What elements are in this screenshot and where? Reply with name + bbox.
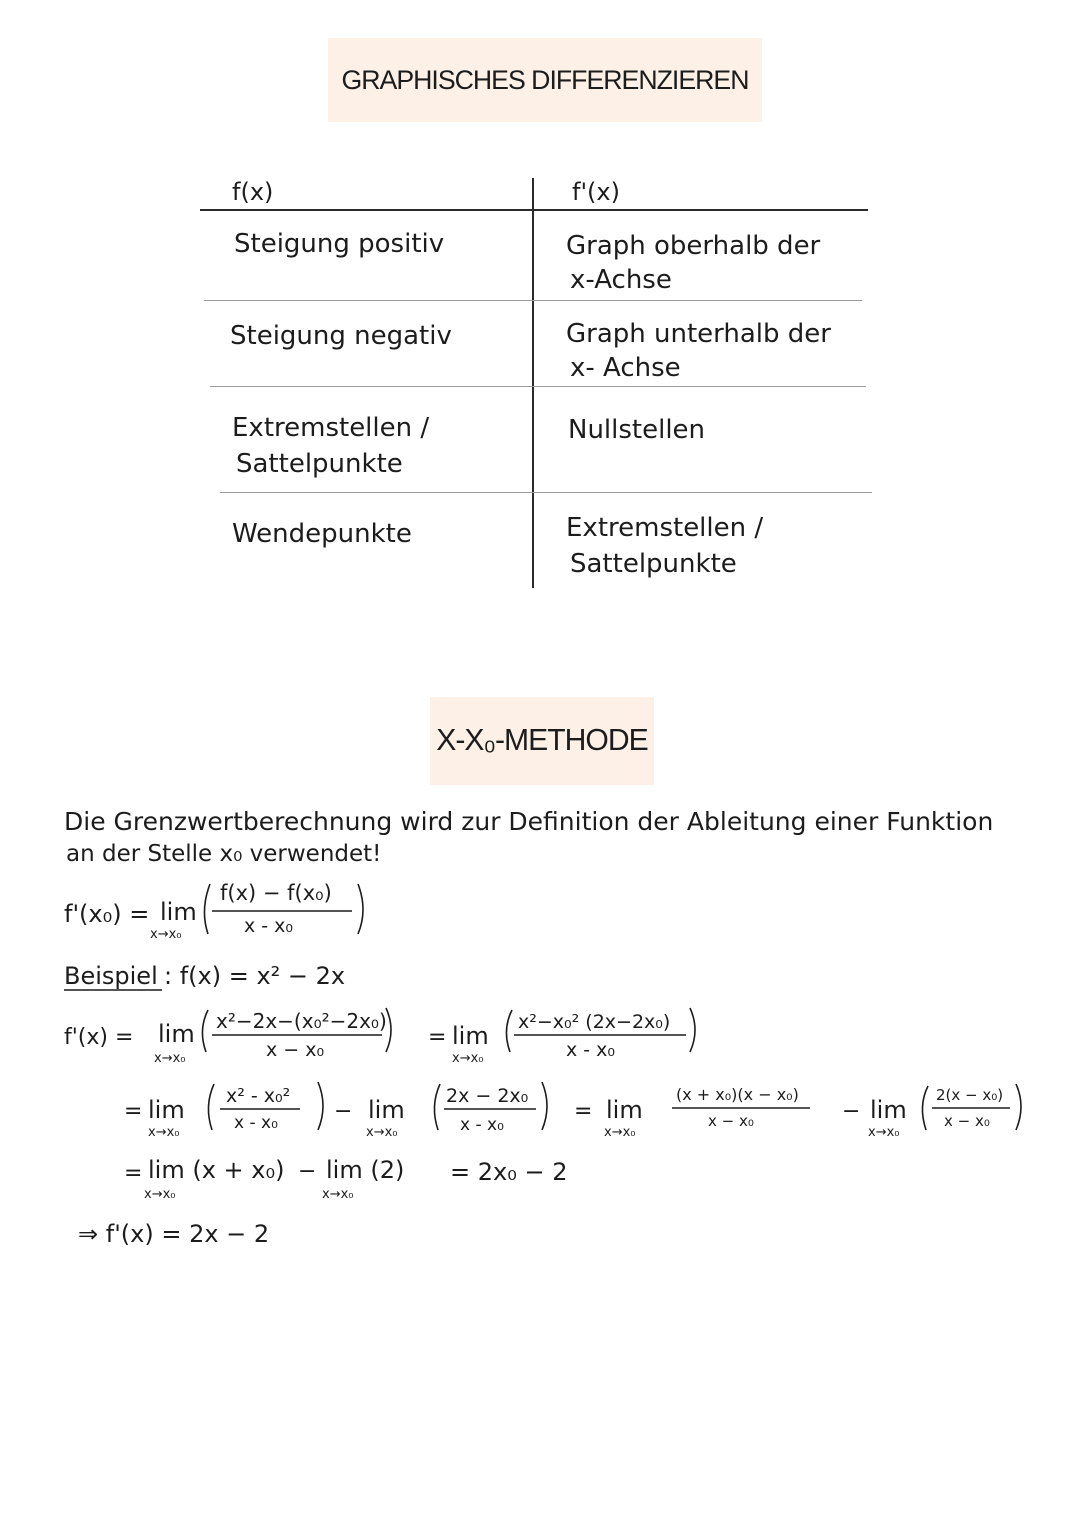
line2-den3: x − x₀	[708, 1112, 754, 1130]
row1-left: Steigung positiv	[234, 229, 445, 259]
line1-lim2: lim	[452, 1022, 489, 1050]
example-label: Beispiel	[64, 962, 158, 990]
bracket	[434, 1084, 440, 1130]
page-title: GRAPHISCHES DIFFERENZIEREN	[328, 38, 762, 122]
line2-lim4-sub: x→x₀	[868, 1125, 900, 1140]
line2-lim2-sub: x→x₀	[366, 1125, 398, 1140]
line1-eq: =	[428, 1025, 447, 1050]
line2-lim2: lim	[368, 1096, 405, 1124]
line1-num2: x²−x₀² (2x−2x₀)	[518, 1011, 671, 1033]
example-function: : f(x) = x² − 2x	[164, 962, 346, 990]
conclusion: ⇒ f'(x) = 2x − 2	[78, 1220, 270, 1248]
row1-right-2: x-Achse	[570, 265, 672, 295]
definition-line-2: an der Stelle x₀ verwendet!	[66, 841, 382, 867]
line1-den1: x − x₀	[266, 1039, 325, 1061]
bracket	[542, 1082, 547, 1130]
row3-right: Nullstellen	[568, 415, 706, 445]
formula-lim: lim	[160, 898, 197, 926]
line2-eq2: =	[574, 1099, 593, 1124]
row4-left: Wendepunkte	[232, 519, 412, 549]
row2-right-2: x- Achse	[570, 353, 681, 383]
formula-lim-sub: x→x₀	[150, 927, 182, 942]
line2-num3: (x + x₀)(x − x₀)	[676, 1085, 799, 1104]
line3-result: = 2x₀ − 2	[450, 1158, 568, 1186]
line2-den4: x − x₀	[944, 1112, 990, 1130]
line1-num1: x²−2x−(x₀²−2x₀)	[216, 1009, 387, 1033]
bracket	[506, 1010, 512, 1052]
row3-left-2: Sattelpunkte	[236, 449, 403, 479]
bracket	[202, 1010, 208, 1052]
bracket	[204, 884, 210, 934]
line2-eq: =	[124, 1099, 143, 1124]
formula-lhs: f'(x₀) =	[64, 900, 150, 928]
table-header-right: f'(x)	[572, 178, 620, 206]
bracket	[922, 1086, 928, 1130]
line1-lhs: f'(x) =	[64, 1025, 134, 1050]
section-title: X-X₀-METHODE	[430, 697, 654, 785]
line2-lim3-sub: x→x₀	[604, 1125, 636, 1140]
line3-lim1: lim (x + x₀)	[148, 1156, 285, 1184]
bracket	[358, 884, 363, 934]
line2-num4: 2(x − x₀)	[936, 1086, 1004, 1104]
row1-right-1: Graph oberhalb der	[566, 231, 821, 261]
line3-minus: −	[298, 1159, 317, 1184]
formula-denominator: x - x₀	[244, 915, 294, 937]
row2-left: Steigung negativ	[230, 321, 452, 351]
row2-right-1: Graph unterhalb der	[566, 319, 831, 349]
line2-lim3: lim	[606, 1096, 643, 1124]
formula-numerator: f(x) − f(x₀)	[220, 881, 332, 905]
line2-lim: lim	[148, 1096, 185, 1124]
line2-lim-sub: x→x₀	[148, 1125, 180, 1140]
table-header-left: f(x)	[232, 178, 274, 206]
line2-den2: x - x₀	[460, 1115, 504, 1135]
row4-right-2: Sattelpunkte	[570, 549, 737, 579]
line1-lim: lim	[158, 1020, 195, 1048]
line2-den1: x - x₀	[234, 1113, 278, 1133]
line2-minus: −	[334, 1099, 353, 1124]
row4-right-1: Extremstellen /	[566, 513, 764, 543]
line2-num2: 2x − 2x₀	[446, 1085, 529, 1107]
line2-lim4: lim	[870, 1096, 907, 1124]
bracket	[208, 1084, 214, 1130]
bracket	[690, 1008, 695, 1052]
line3-eq: =	[124, 1161, 143, 1186]
bracket	[1016, 1084, 1021, 1130]
line1-lim-sub: x→x₀	[154, 1051, 186, 1066]
bracket	[318, 1082, 323, 1130]
line2-num1: x² - x₀²	[226, 1085, 291, 1107]
line2-minus2: −	[842, 1099, 861, 1124]
definition-line-1: Die Grenzwertberechnung wird zur Definition der Ableitung einer Funktion	[64, 807, 994, 836]
line3-lim1-sub: x→x₀	[144, 1187, 176, 1202]
row3-left-1: Extremstellen /	[232, 413, 430, 443]
line1-den2: x - x₀	[566, 1039, 616, 1061]
line3-lim2-sub: x→x₀	[322, 1187, 354, 1202]
line3-lim2: lim (2)	[326, 1156, 405, 1184]
bracket	[386, 1008, 391, 1052]
line1-lim2-sub: x→x₀	[452, 1051, 484, 1066]
